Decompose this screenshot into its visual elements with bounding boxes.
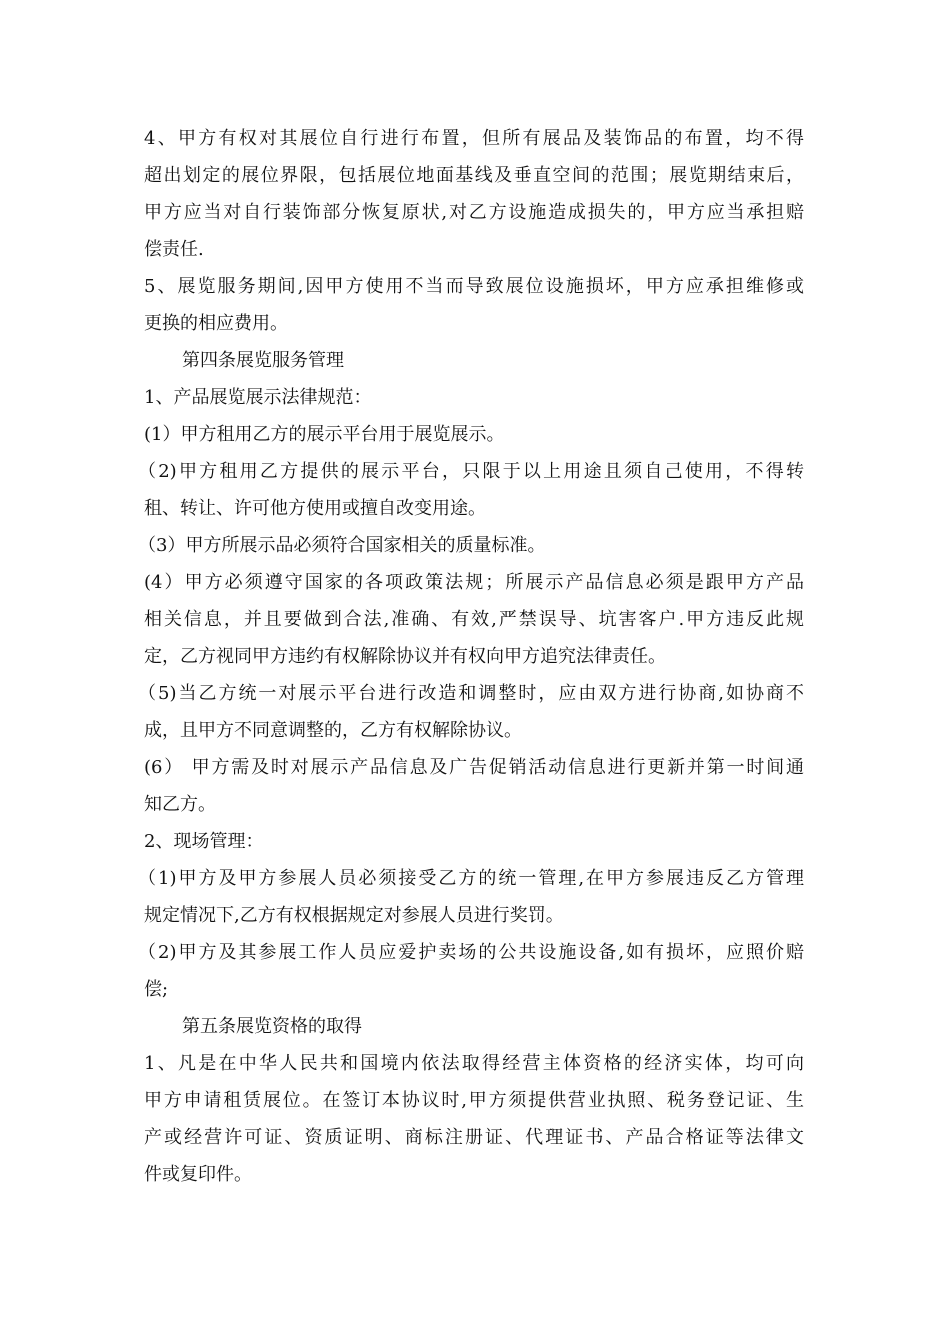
text-line: 偿; — [144, 979, 169, 1000]
text-line: （1)甲方及甲方参展人员必须接受乙方的统一管理,在甲方参展违反乙方管理 — [138, 868, 804, 889]
section-heading-article-4: 第四条展览服务管理 — [182, 350, 344, 371]
text-line: 2、现场管理： — [144, 831, 264, 852]
text-line: 4、甲方有权对其展位自行进行布置，但所有展品及装饰品的布置，均不得 — [144, 128, 804, 149]
text-line: (4）甲方必须遵守国家的各项政策法规；所展示产品信息必须是跟甲方产品 — [144, 572, 804, 593]
text-line: (1）甲方租用乙方的展示平台用于展览展示。 — [144, 424, 505, 445]
text-line: （2)甲方租用乙方提供的展示平台，只限于以上用途且须自己使用，不得转 — [138, 461, 804, 482]
text-line: 相关信息，并且要做到合法,准确、有效,严禁误导、坑害客户.甲方违反此规 — [144, 609, 804, 630]
text-line: 定，乙方视同甲方违约有权解除协议并有权向甲方追究法律责任。 — [144, 646, 666, 667]
text-line: 成，且甲方不同意调整的，乙方有权解除协议。 — [144, 720, 522, 741]
text-line: 1、凡是在中华人民共和国境内依法取得经营主体资格的经济实体，均可向 — [144, 1053, 804, 1074]
text-line: 5、展览服务期间,因甲方使用不当而导致展位设施损坏，甲方应承担维修或 — [144, 276, 804, 297]
document-body — [138, 120, 804, 1193]
text-line: 偿责任. — [144, 239, 204, 260]
text-line: （5)当乙方统一对展示平台进行改造和调整时，应由双方进行协商,如协商不 — [138, 683, 804, 704]
text-line: (6） 甲方需及时对展示产品信息及广告促销活动信息进行更新并第一时间通 — [144, 757, 804, 778]
section-heading-article-5: 第五条展览资格的取得 — [182, 1016, 362, 1037]
text-line: 产或经营许可证、资质证明、商标注册证、代理证书、产品合格证等法律文 — [144, 1127, 804, 1148]
text-line: 规定情况下,乙方有权根据规定对参展人员进行奖罚。 — [144, 905, 564, 926]
text-line: 超出划定的展位界限，包括展位地面基线及垂直空间的范围；展览期结束后， — [144, 165, 804, 186]
text-line: 更换的相应费用。 — [144, 313, 288, 334]
text-line: 件或复印件。 — [144, 1164, 252, 1185]
text-line: 知乙方。 — [144, 794, 216, 815]
text-line: 1、产品展览展示法律规范： — [144, 387, 372, 408]
text-line: （2)甲方及其参展工作人员应爱护卖场的公共设施设备,如有损坏，应照价赔 — [138, 942, 804, 963]
text-line: 甲方应当对自行装饰部分恢复原状,对乙方设施造成损失的，甲方应当承担赔 — [144, 202, 804, 223]
text-line: （3）甲方所展示品必须符合国家相关的质量标准。 — [138, 535, 546, 556]
text-line: 甲方申请租赁展位。在签订本协议时,甲方须提供营业执照、税务登记证、生 — [144, 1090, 804, 1111]
text-line: 租、转让、许可他方使用或擅自改变用途。 — [144, 498, 486, 519]
